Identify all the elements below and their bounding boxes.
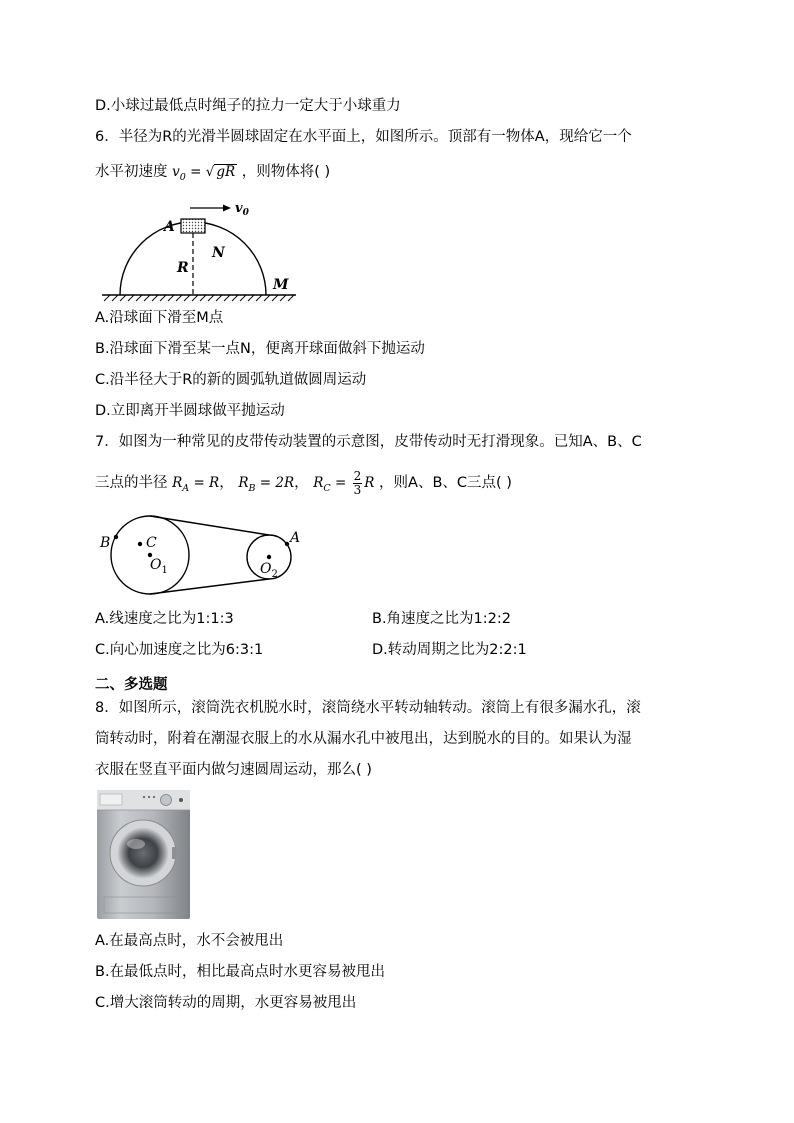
section-title: 二、多选题	[95, 677, 168, 693]
label-M: M	[273, 277, 289, 293]
label-O2	[260, 561, 278, 580]
q6-line2-post: ，则物体将( )	[241, 164, 331, 180]
rb-value: = 2R	[255, 475, 295, 491]
rc-equals: =	[330, 475, 351, 491]
q7-option-b: B.角速度之比为1:2:2	[372, 611, 512, 627]
q8-option-b: B.在最低点时，相比最高点时水更容易被甩出	[95, 964, 386, 980]
label-B: B	[100, 535, 111, 551]
label-v0-main: v	[235, 201, 243, 216]
q7-line2-post: ，则A、B、C三点( )	[379, 475, 512, 491]
q7-stem-line1: 7．如图为一种常见的皮带传动装置的示意图，皮带传动时无打滑现象。已知A、B、C	[95, 434, 642, 450]
rc-symbol: R	[313, 475, 324, 491]
rb-formula	[238, 475, 295, 494]
point-o2	[267, 555, 271, 559]
ra-subscript: A	[182, 483, 190, 494]
q7-line2-pre: 三点的半径	[95, 475, 168, 491]
rb-symbol: R	[238, 475, 249, 491]
q6-stem-line1: 6．半径为R的光滑半圆球固定在水平面上，如图所示。顶部有一物体A，现给它一个	[95, 129, 632, 145]
sqrt-content: gR	[216, 164, 236, 180]
q6-option-b: B.沿球面下滑至某一点N，便离开球面做斜下抛运动	[95, 341, 425, 357]
rc-subscript: C	[323, 483, 331, 494]
q7-stem-line2	[95, 470, 512, 499]
label-O2-main: O	[260, 561, 272, 577]
rc-fraction-numerator: 2	[353, 469, 362, 483]
velocity-arrowhead	[223, 205, 231, 212]
label-A: A	[164, 219, 175, 235]
label-O1-main: O	[150, 557, 162, 573]
q6-v0-formula: $v_0$ = √ gR	[172, 164, 236, 183]
label-A: A	[290, 530, 301, 546]
separator-2: ，	[294, 475, 309, 491]
rc-formula	[313, 469, 375, 497]
ra-symbol: R	[172, 475, 183, 491]
q8-option-c: C.增大滚筒转动的周期，水更容易被甩出	[95, 995, 357, 1011]
q5-option-d: D.小球过最低点时绳子的拉力一定大于小球重力	[95, 98, 401, 114]
rc-fraction-denominator: 3	[353, 483, 362, 497]
q8-stem-line2: 筒转动时，附着在潮湿衣服上的水从漏水孔中被甩出，达到脱水的目的。如果认为湿	[95, 731, 632, 747]
q7-option-a: A.线速度之比为1:1:3	[95, 611, 234, 627]
door-glass	[117, 827, 169, 879]
door-handle	[172, 847, 176, 859]
belt-drive-figure	[96, 515, 308, 601]
ra-value: = R	[189, 475, 220, 491]
point-a	[285, 542, 289, 546]
q6-option-c: C.沿半径大于R的新的圆弧轨道做圆周运动	[95, 372, 367, 388]
belt-top	[150, 516, 269, 535]
label-C: C	[146, 535, 157, 551]
point-b	[114, 535, 118, 539]
label-v0	[235, 201, 250, 218]
q6-stem-line2	[95, 162, 330, 188]
q8-option-a: A.在最高点时，水不会被甩出	[95, 933, 284, 949]
v0-symbol: v	[172, 164, 180, 180]
label-R: R	[177, 260, 189, 276]
rc-fraction	[353, 470, 363, 497]
q8-stem-line1: 8．如图所示，滚筒洗衣机脱水时，滚筒绕水平转动轴转动。滚筒上有很多漏水孔，滚	[95, 700, 641, 716]
q8-stem-line3: 衣服在竖直平面内做匀速圆周运动，那么( )	[95, 762, 372, 778]
q6-option-d: D.立即离开半圆球做平抛运动	[95, 403, 285, 419]
detergent-drawer	[100, 794, 122, 805]
v0-subscript: 0	[179, 172, 186, 183]
hemisphere-figure	[98, 197, 300, 303]
label-O2-sub: 2	[271, 569, 278, 580]
belt-bottom	[150, 579, 269, 594]
washing-machine-image	[96, 789, 191, 920]
separator-1: ，	[219, 475, 234, 491]
ra-formula	[172, 475, 220, 494]
label-N: N	[212, 245, 225, 261]
ground-hatching	[104, 295, 294, 301]
label-v0-sub: 0	[242, 208, 249, 218]
equals-sign: =	[185, 164, 206, 180]
rc-tail: R	[364, 475, 375, 491]
label-O1-sub: 1	[161, 565, 168, 576]
q7-option-d: D.转动周期之比为2:2:1	[372, 642, 527, 658]
rb-subscript: B	[248, 483, 256, 494]
q7-option-c: C.向心加速度之比为6:3:1	[95, 642, 264, 658]
point-c	[138, 542, 142, 546]
q6-option-a: A.沿球面下滑至M点	[95, 310, 224, 326]
label-O1	[150, 557, 168, 576]
block-a	[181, 219, 205, 233]
q6-line2-pre: 水平初速度	[95, 164, 168, 180]
program-dial	[161, 795, 172, 806]
